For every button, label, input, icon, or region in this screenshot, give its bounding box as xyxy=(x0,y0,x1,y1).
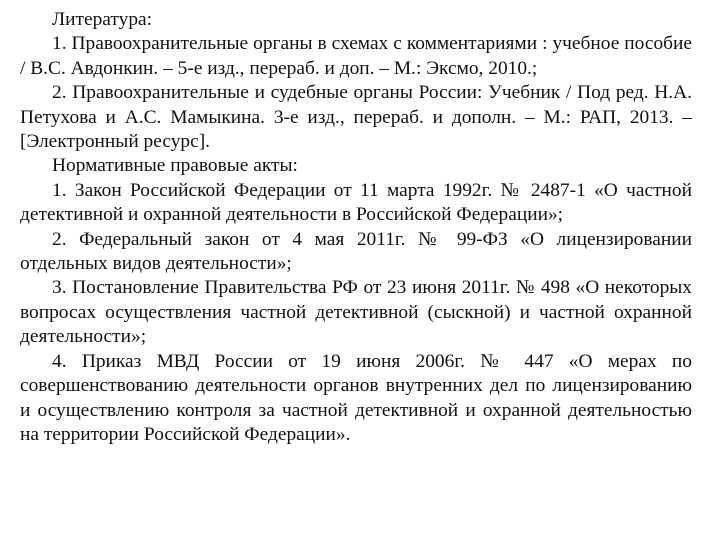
normative-acts-heading: Нормативные правовые акты: xyxy=(52,155,298,177)
normative-act-item-1: 1. Закон Российской Федерации от 11 марта 1992г. № 2487-1 «О частной детективной и охранной деятельности в Российской Федерации»; xyxy=(20,179,692,226)
literature-item-2: 2. Правоохранительные и судебные органы России: Учебник / Под ред. Н.А. Петухова и А.С. Мамыкина. 3-е изд., перераб. и дополн. – М.: РАП, 2013. – [Электронный ресурс]. xyxy=(20,82,692,153)
bibliography-text xyxy=(20,8,692,447)
normative-act-item-2: 2. Федеральный закон от 4 мая 2011г. № 99-ФЗ «О лицензировании отдельных видов деятельности»; xyxy=(20,228,692,275)
normative-act-item-3: 3. Постановление Правительства РФ от 23 июня 2011г. № 498 «О некоторых вопросах осуществления частной детективной (сыскной) и частной охранной деятельности»; xyxy=(20,277,692,348)
literature-heading: Литература: xyxy=(52,9,153,30)
normative-act-item-4: 4. Приказ МВД России от 19 июня 2006г. № 447 «О мерах по совершенствованию деятельности органов внутренних дел по лицензированию и осуществлению контроля за частной детективной и охранной деятельностью на территории Российской Федерации». xyxy=(20,350,692,445)
literature-item-1: 1. Правоохранительные органы в схемах с комментариями : учебное пособие / В.С. Авдонкин. – 5-е изд., перераб. и доп. – М.: Эксмо, 2010.; xyxy=(20,33,692,79)
